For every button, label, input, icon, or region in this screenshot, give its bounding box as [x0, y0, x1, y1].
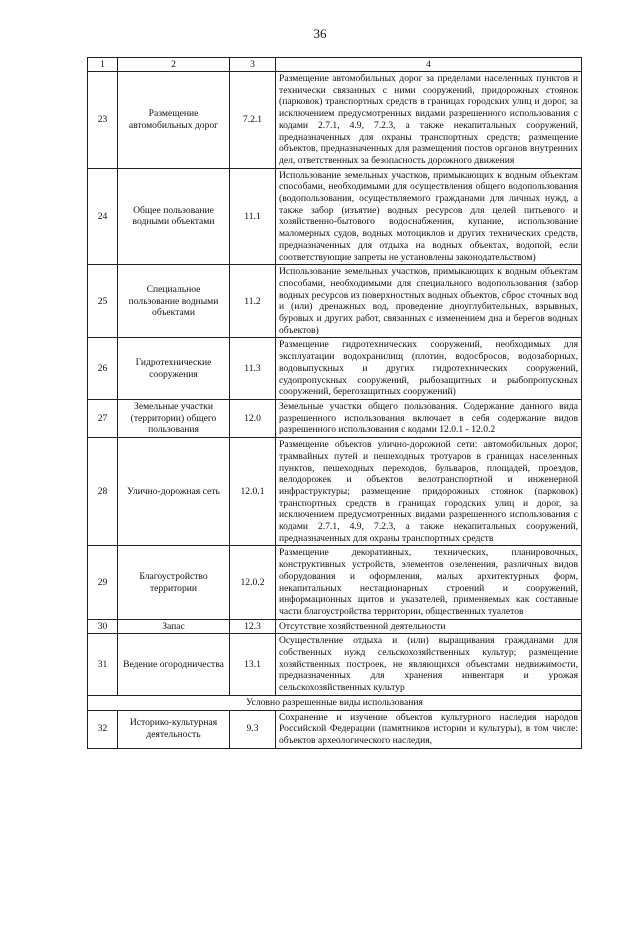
header-col-1: 1 — [88, 58, 118, 72]
row-number: 32 — [88, 710, 118, 748]
table-row — [88, 72, 582, 169]
row-number: 25 — [88, 265, 118, 338]
use-type-code: 9.3 — [230, 710, 276, 748]
header-col-4: 4 — [276, 58, 582, 72]
use-type-name: Специальное пользование водными объектами — [118, 265, 230, 338]
row-number: 29 — [88, 546, 118, 619]
use-type-code: 11.1 — [230, 168, 276, 265]
header-col-3: 3 — [230, 58, 276, 72]
use-type-description: Использование земельных участков, примыкающих к водным объектам способами, необходимыми для осуществления общего водопользования (водопользования, осуществляемого гражданами для личных нужд, а также забор (изъятие) водных ресурсов для целей питьевого и хозяйственно-бытового водоснабжения, купание, использование маломерных судов, водных мотоциклов и других технических средств, предназначенных для отдыха на водных объектах, водопой, если соответствующие запреты не установлены законодательством) — [276, 168, 582, 265]
table-row — [88, 338, 582, 400]
use-type-code: 7.2.1 — [230, 72, 276, 169]
use-type-name: Ведение огородничества — [118, 634, 230, 696]
use-type-name: Земельные участки (территории) общего пользования — [118, 399, 230, 437]
use-type-code: 11.3 — [230, 338, 276, 400]
use-type-description: Размещение автомобильных дорог за пределами населенных пунктов и технически связанных с ними сооружений, придорожных стоянок (парковок) транспортных средств в границах городских улиц и дорог, за исключением предусмотренных видами разрешенного использования с кодами 2.7.1, 4.9, 7.2.3, а также некапитальных сооружений, предназначенных для охраны транспортных средств; размещение объектов, предназначенных для размещения постов органов внутренних дел, ответственных за безопасность дорожного движения — [276, 72, 582, 169]
use-type-name: Запас — [118, 619, 230, 634]
table-row — [88, 634, 582, 696]
use-type-code: 12.0.2 — [230, 546, 276, 619]
header-col-2: 2 — [118, 58, 230, 72]
table-row — [88, 265, 582, 338]
use-type-name: Историко-культурная деятельность — [118, 710, 230, 748]
use-type-description: Земельные участки общего пользования. Содержание данного вида разрешенного использования включает в себя содержание видов разрешенного использования с кодами 12.0.1 - 12.0.2 — [276, 399, 582, 437]
use-type-description: Отсутствие хозяйственной деятельности — [276, 619, 582, 634]
use-type-description: Размещение объектов улично-дорожной сети: автомобильных дорог, трамвайных путей и пешеходных тротуаров в границах населенных пунктов, пешеходных переходов, бульваров, площадей, проездов, велодорожек и объектов велотранспортной и инженерной инфраструктуры; размещение придорожных стоянок (парковок) транспортных средств в границах городских улиц и дорог, за исключением предусмотренных видами разрешенного использования с кодами 2.7.1, 4.9, 7.2.3, а также некапитальных сооружений, предназначенных для охраны транспортных средств — [276, 438, 582, 546]
row-number: 28 — [88, 438, 118, 546]
use-type-description: Сохранение и изучение объектов культурного наследия народов Российской Федерации (памятников истории и культуры), в том числе: объектов археологического наследия, — [276, 710, 582, 748]
use-type-name: Общее пользование водными объектами — [118, 168, 230, 265]
row-number: 30 — [88, 619, 118, 634]
use-type-code: 13.1 — [230, 634, 276, 696]
table-row — [88, 710, 582, 748]
table-header-row — [88, 58, 582, 72]
row-number: 31 — [88, 634, 118, 696]
table-row — [88, 399, 582, 437]
section-heading: Условно разрешенные виды использования — [88, 695, 582, 710]
use-type-name: Улично-дорожная сеть — [118, 438, 230, 546]
use-type-description: Размещение гидротехнических сооружений, необходимых для эксплуатации водохранилищ (плотин, водосбросов, водозаборных, водовыпускных и других гидротехнических сооружений, судопропускных сооружений, рыбозащитных и рыбопропускных сооружений, берегозащитных сооружений) — [276, 338, 582, 400]
table-row — [88, 168, 582, 265]
row-number: 26 — [88, 338, 118, 400]
land-use-table — [87, 57, 582, 749]
use-type-name: Благоустройство территории — [118, 546, 230, 619]
table-row — [88, 546, 582, 619]
table-row — [88, 619, 582, 634]
use-type-code: 12.3 — [230, 619, 276, 634]
row-number: 27 — [88, 399, 118, 437]
use-type-code: 11.2 — [230, 265, 276, 338]
section-heading-row — [88, 695, 582, 710]
use-type-name: Размещение автомобильных дорог — [118, 72, 230, 169]
row-number: 23 — [88, 72, 118, 169]
use-type-code: 12.0 — [230, 399, 276, 437]
use-type-description: Осуществление отдыха и (или) выращивания гражданами для собственных нужд сельскохозяйственных культур; размещение хозяйственных построек, не являющихся объектами недвижимости, предназначенных для хранения инвентаря и урожая сельскохозяйственных культур — [276, 634, 582, 696]
page-number: 36 — [313, 26, 327, 41]
use-type-code: 12.0.1 — [230, 438, 276, 546]
use-type-description: Размещение декоративных, технических, планировочных, конструктивных устройств, элементов озеленения, различных видов оборудования и оформления, малых архитектурных форм, некапитальных нестационарных строений и сооружений, информационных щитов и указателей, применяемых как составные части благоустройства территории, общественных туалетов — [276, 546, 582, 619]
table-row — [88, 438, 582, 546]
use-type-name: Гидротехнические сооружения — [118, 338, 230, 400]
use-type-description: Использование земельных участков, примыкающих к водным объектам способами, необходимыми для специального водопользования (забор водных ресурсов из поверхностных водных объектов, сброс сточных вод и (или) дренажных вод, проведение дноуглубительных, взрывных, буровых и других работ, связанных с изменением дна и берегов водных объектов) — [276, 265, 582, 338]
row-number: 24 — [88, 168, 118, 265]
